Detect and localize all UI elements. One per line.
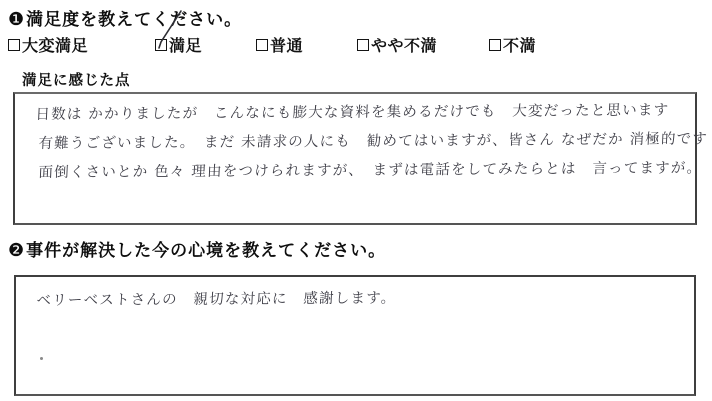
checkbox-icon[interactable] bbox=[489, 39, 501, 51]
q2-answer-box[interactable] bbox=[14, 275, 696, 396]
option-label: 普通 bbox=[270, 38, 304, 55]
question1-number-icon: ❶ bbox=[8, 9, 26, 29]
question2-number-icon: ❷ bbox=[8, 240, 26, 260]
checkbox-icon[interactable] bbox=[155, 39, 167, 51]
handwritten-line: 面倒くさいとか 色々 理由をつけられますが、 まずは電話をしてみたらとは 言ってますが。 bbox=[38, 160, 703, 182]
option-label: 満足 bbox=[169, 38, 203, 55]
option-label: やや不満 bbox=[371, 38, 438, 55]
checkbox-icon[interactable] bbox=[256, 39, 268, 51]
option-label: 不満 bbox=[503, 38, 537, 55]
option-daihen-manzoku[interactable] bbox=[8, 33, 88, 56]
q1-options-row bbox=[0, 33, 712, 55]
question1-title bbox=[8, 5, 242, 30]
question1-title-text: 満足度を教えてください。 bbox=[26, 10, 243, 29]
q1-answer-box-label: 満足に感じた点 bbox=[22, 73, 131, 89]
question2-title bbox=[8, 236, 386, 261]
checkbox-icon[interactable] bbox=[8, 39, 20, 51]
q1-answer-box[interactable] bbox=[13, 92, 709, 225]
handwritten-line: ベリーベストさんの 親切な対応に 感謝します。 bbox=[36, 290, 397, 310]
ink-dot bbox=[40, 357, 43, 360]
option-fuman[interactable] bbox=[489, 33, 536, 56]
option-yaya-fuman[interactable] bbox=[357, 33, 437, 56]
option-label: 大変満足 bbox=[22, 38, 89, 55]
option-manzoku[interactable] bbox=[155, 33, 202, 56]
option-futsuu[interactable] bbox=[256, 33, 303, 56]
handwritten-line: 有難うございました。 まだ 未請求の人にも 勧めてはいますが、皆さん なぜだか 消極的です bbox=[38, 131, 709, 153]
handwritten-line: 日数は かかりましたが こんなにも膨大な資料を集めるだけでも 大変だったと思います bbox=[35, 102, 670, 124]
question2-title-text: 事件が解決した今の心境を教えてください。 bbox=[26, 241, 387, 260]
checkbox-icon[interactable] bbox=[357, 39, 369, 51]
